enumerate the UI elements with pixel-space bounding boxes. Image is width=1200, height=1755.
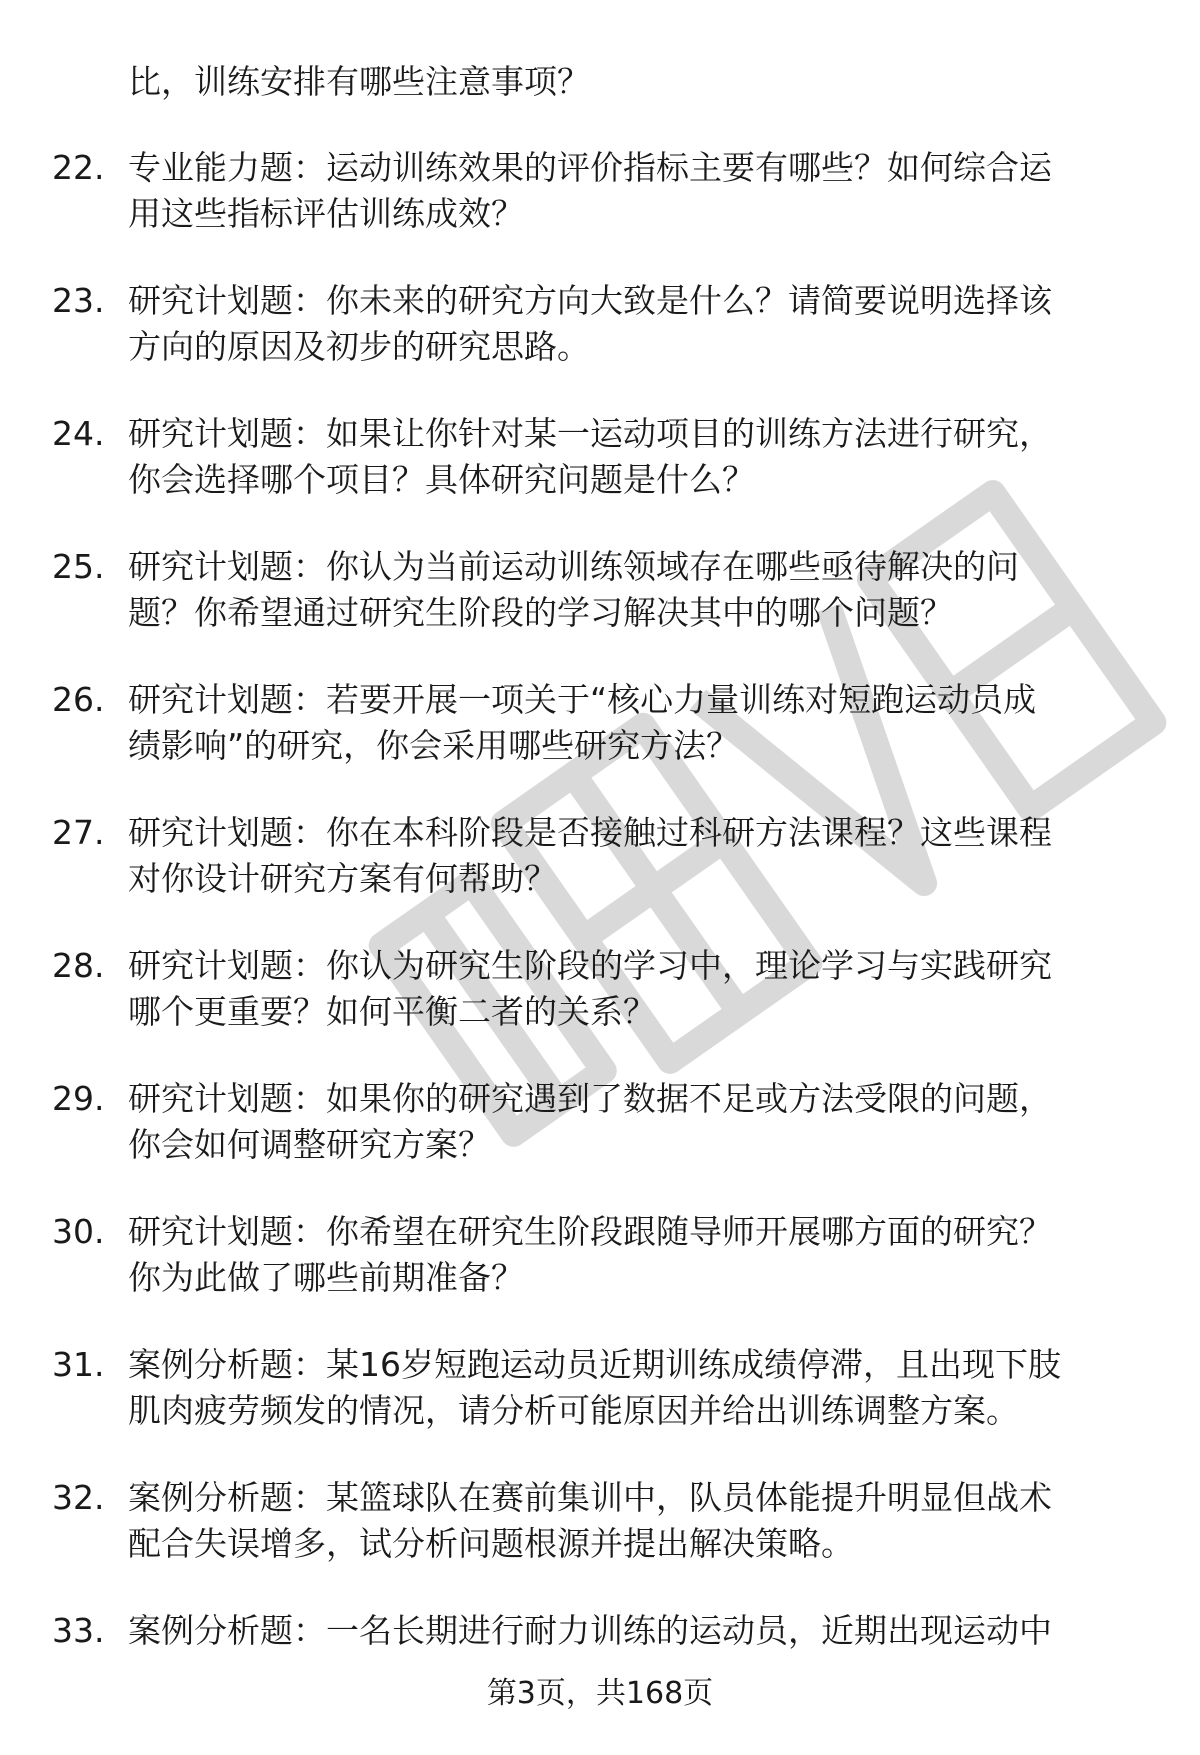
question-number: 24.: [52, 414, 105, 453]
question-text-line: 肌肉疲劳频发的情况，请分析可能原因并给出训练调整方案。: [128, 1391, 1019, 1430]
question-text-line: 题？你希望通过研究生阶段的学习解决其中的哪个问题？: [128, 593, 953, 632]
question-text-line: 研究计划题：如果你的研究遇到了数据不足或方法受限的问题，: [128, 1079, 1052, 1118]
question-text-line: 研究计划题：你希望在研究生阶段跟随导师开展哪方面的研究？: [128, 1212, 1052, 1251]
question-text-line: 用这些指标评估训练成效？: [128, 194, 524, 233]
question-text-line: 案例分析题：一名长期进行耐力训练的运动员，近期出现运动中: [128, 1611, 1052, 1650]
question-item: [0, 1075, 1200, 1208]
question-item: [0, 410, 1200, 543]
question-text-line: 研究计划题：你在本科阶段是否接触过科研方法课程？这些课程: [128, 813, 1052, 852]
question-text-line: 配合失误增多，试分析问题根源并提出解决策略。: [128, 1524, 854, 1563]
question-number: 22.: [52, 148, 105, 187]
question-list: [0, 144, 1200, 1740]
question-item: [0, 543, 1200, 676]
page-footer: 第3页，共168页: [486, 1676, 714, 1711]
question-text-line: 对你设计研究方案有何帮助？: [128, 859, 557, 898]
question-item: [0, 1208, 1200, 1341]
question-text-line: 研究计划题：你未来的研究方向大致是什么？请简要说明选择该: [128, 281, 1052, 320]
question-number: 23.: [52, 281, 105, 320]
question-text-line: 研究计划题：如果让你针对某一运动项目的训练方法进行研究，: [128, 414, 1052, 453]
question-item: [0, 1474, 1200, 1607]
question-item: [0, 277, 1200, 410]
question-text-line: 你会选择哪个项目？具体研究问题是什么？: [128, 460, 755, 499]
question-text-line: 研究计划题：你认为当前运动训练领域存在哪些亟待解决的问: [128, 547, 1019, 586]
question-number: 32.: [52, 1478, 105, 1517]
question-text-line: 专业能力题：运动训练效果的评价指标主要有哪些？如何综合运: [128, 148, 1052, 187]
question-text-line: 研究计划题：你认为研究生阶段的学习中，理论学习与实践研究: [128, 946, 1052, 985]
question-number: 25.: [52, 547, 105, 586]
question-number: 27.: [52, 813, 105, 852]
question-number: 31.: [52, 1345, 105, 1384]
question-text-line: 研究计划题：若要开展一项关于“核心力量训练对短跑运动员成: [128, 680, 1037, 719]
question-number: 29.: [52, 1079, 105, 1118]
question-item: [0, 1341, 1200, 1474]
question-text-line: 哪个更重要？如何平衡二者的关系？: [128, 992, 656, 1031]
question-text-line: 绩影响”的研究，你会采用哪些研究方法？: [128, 726, 740, 765]
question-item: [0, 676, 1200, 809]
question-text-line: 你为此做了哪些前期准备？: [128, 1258, 524, 1297]
question-number: 28.: [52, 946, 105, 985]
question-item: [0, 942, 1200, 1075]
question-text-line: 案例分析题：某篮球队在赛前集训中，队员体能提升明显但战术: [128, 1478, 1052, 1517]
question-text-line: 案例分析题：某16岁短跑运动员近期训练成绩停滞，且出现下肢: [128, 1345, 1061, 1384]
continuation-text: 比，训练安排有哪些注意事项？: [128, 62, 590, 101]
question-item: [0, 144, 1200, 277]
question-item: [0, 809, 1200, 942]
question-text-line: 你会如何调整研究方案？: [128, 1125, 491, 1164]
question-number: 26.: [52, 680, 105, 719]
question-number: 30.: [52, 1212, 105, 1251]
question-number: 33.: [52, 1611, 105, 1650]
question-text-line: 方向的原因及初步的研究思路。: [128, 327, 590, 366]
